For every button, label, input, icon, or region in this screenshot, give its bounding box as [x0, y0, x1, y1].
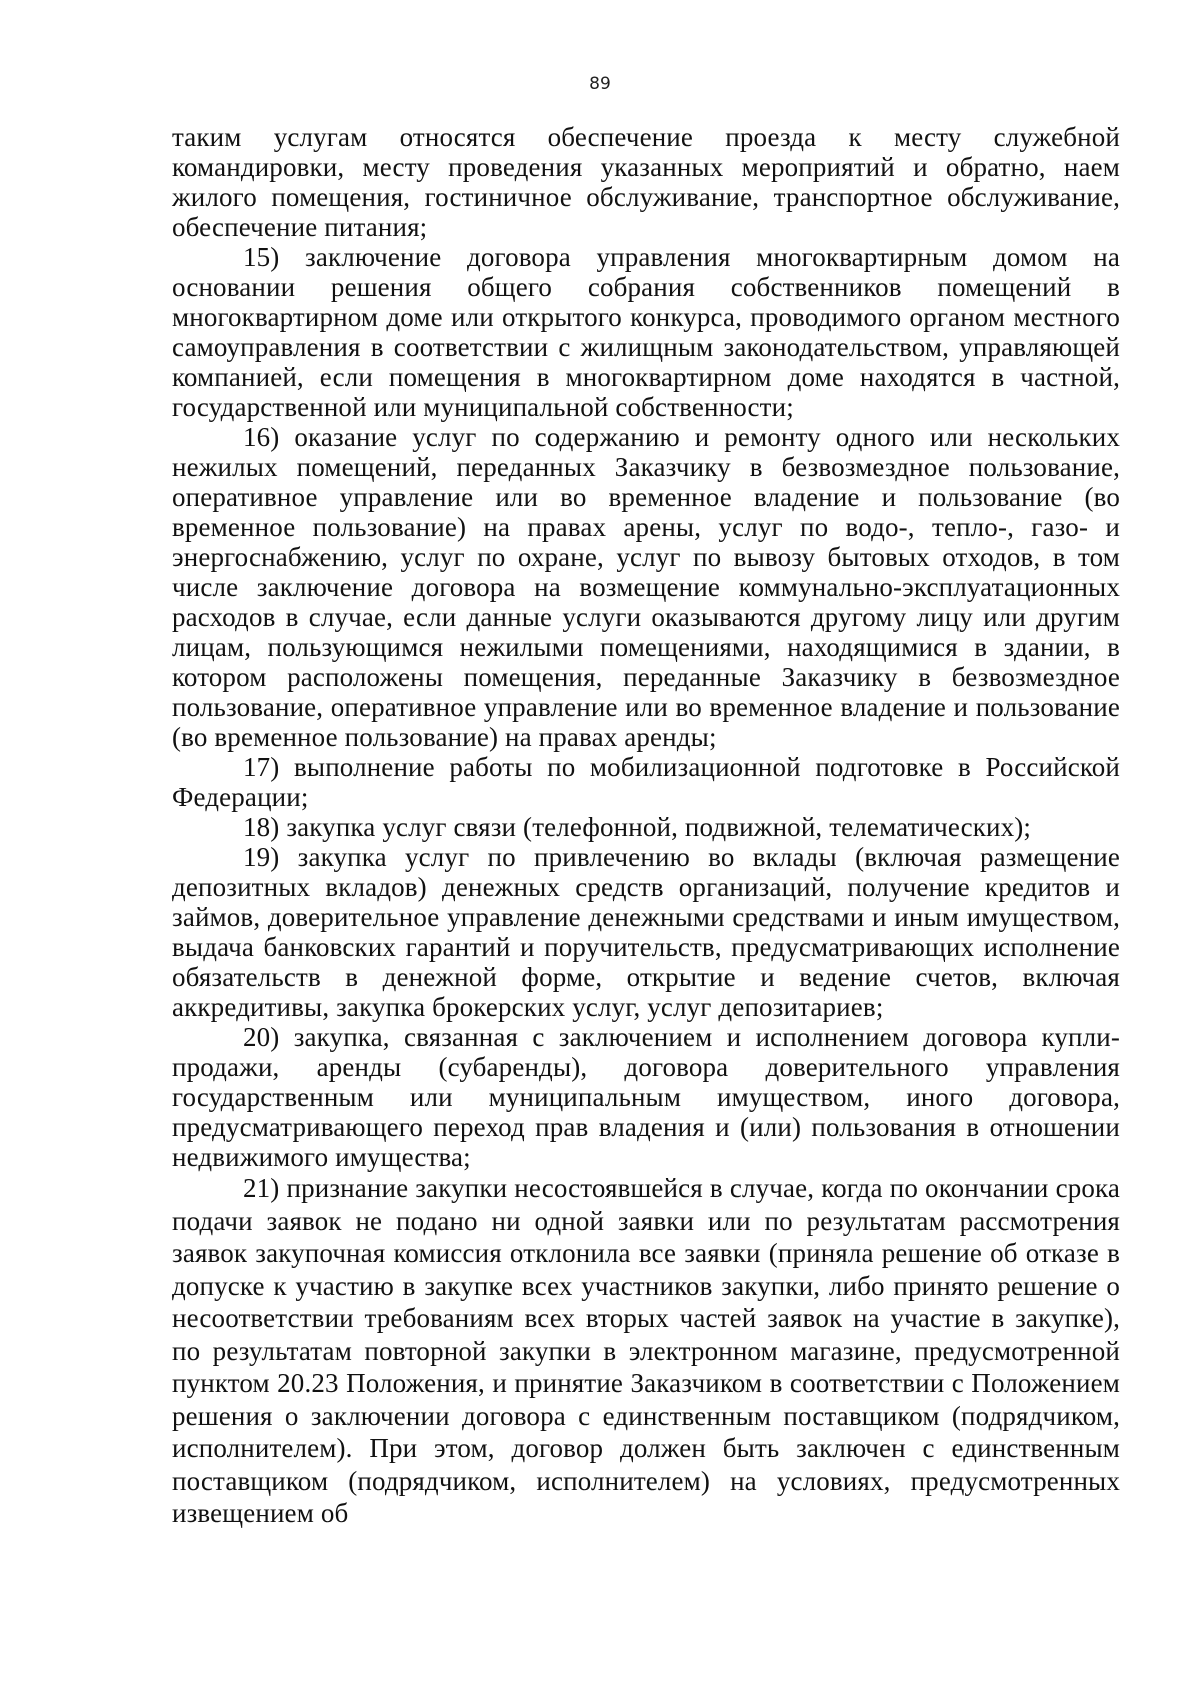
- paragraph-item-18: 18) закупка услуг связи (телефонной, подвижной, телематических);: [243, 812, 1032, 842]
- paragraph-item-19: 19) закупка услуг по привлечению во вклады (включая размещение депозитных вкладов) денежных средств организаций, получение кредитов и займов, доверительное управление денежными средствами и иным имуществом, выдача банковских гарантий и поручительств, предусматривающих исполнение обязательств в денежной форме, открытие и ведение счетов, включая аккредитивы, закупка брокерских услуг, услуг депозитариев;: [172, 842, 1120, 1022]
- paragraph-continuation: таким услугам относятся обеспечение проезда к месту служебной командировки, месту проведения указанных мероприятий и обратно, наем жилого помещения, гостиничное обслуживание, транспортное обслуживание, обеспечение питания;: [172, 122, 1120, 242]
- page-number: 89: [589, 74, 611, 94]
- paragraph-item-17: 17) выполнение работы по мобилизационной подготовке в Российской Федерации;: [172, 752, 1120, 812]
- paragraph-item-21: 21) признание закупки несостоявшейся в случае, когда по окончании срока подачи заявок не подано ни одной заявки или по результатам рассмотрения заявок закупочная комиссия отклонила все заявки (приняла решение об отказе в допуске к участию в закупке всех участников закупки, либо принято решение о несоответствии требованиям всех вторых частей заявок на участие в закупке), по результатам повторной закупки в электронном магазине, предусмотренной пунктом 20.23 Положения, и принятие Заказчиком в соответствии с Положением решения о заключении договора с единственным поставщиком (подрядчиком, исполнителем). При этом, договор должен быть заключен с единственным поставщиком (подрядчиком, исполнителем) на условиях, предусмотренных извещением об: [172, 1173, 1120, 1528]
- paragraph-item-16: 16) оказание услуг по содержанию и ремонту одного или нескольких нежилых помещений, переданных Заказчику в безвозмездное пользование, оперативное управление или во временное владение и пользование (во временное пользование) на правах арены, услуг по водо-, тепло-, газо- и энергоснабжению, услуг по охране, услуг по вывозу бытовых отходов, в том числе заключение договора на возмещение коммунально-эксплуатационных расходов в случае, если данные услуги оказываются другому лицу или другим лицам, пользующимся нежилыми помещениями, находящимися в здании, в котором расположены помещения, переданные Заказчику в безвозмездное пользование, оперативное управление или во временное владение и пользование (во временное пользование) на правах аренды;: [172, 422, 1120, 752]
- document-body: [172, 122, 1120, 1530]
- paragraph-item-15: 15) заключение договора управления многоквартирным домом на основании решения общего собрания собственников помещений в многоквартирном доме или открытого конкурса, проводимого органом местного самоуправления в соответствии с жилищным законодательством, управляющей компанией, если помещения в многоквартирном доме находятся в частной, государственной или муниципальной собственности;: [172, 242, 1120, 422]
- paragraph-item-20: 20) закупка, связанная с заключением и исполнением договора купли-продажи, аренды (субаренды), договора доверительного управления государственным или муниципальным имуществом, иного договора, предусматривающего переход прав владения и (или) пользования в отношении недвижимого имущества;: [172, 1022, 1120, 1172]
